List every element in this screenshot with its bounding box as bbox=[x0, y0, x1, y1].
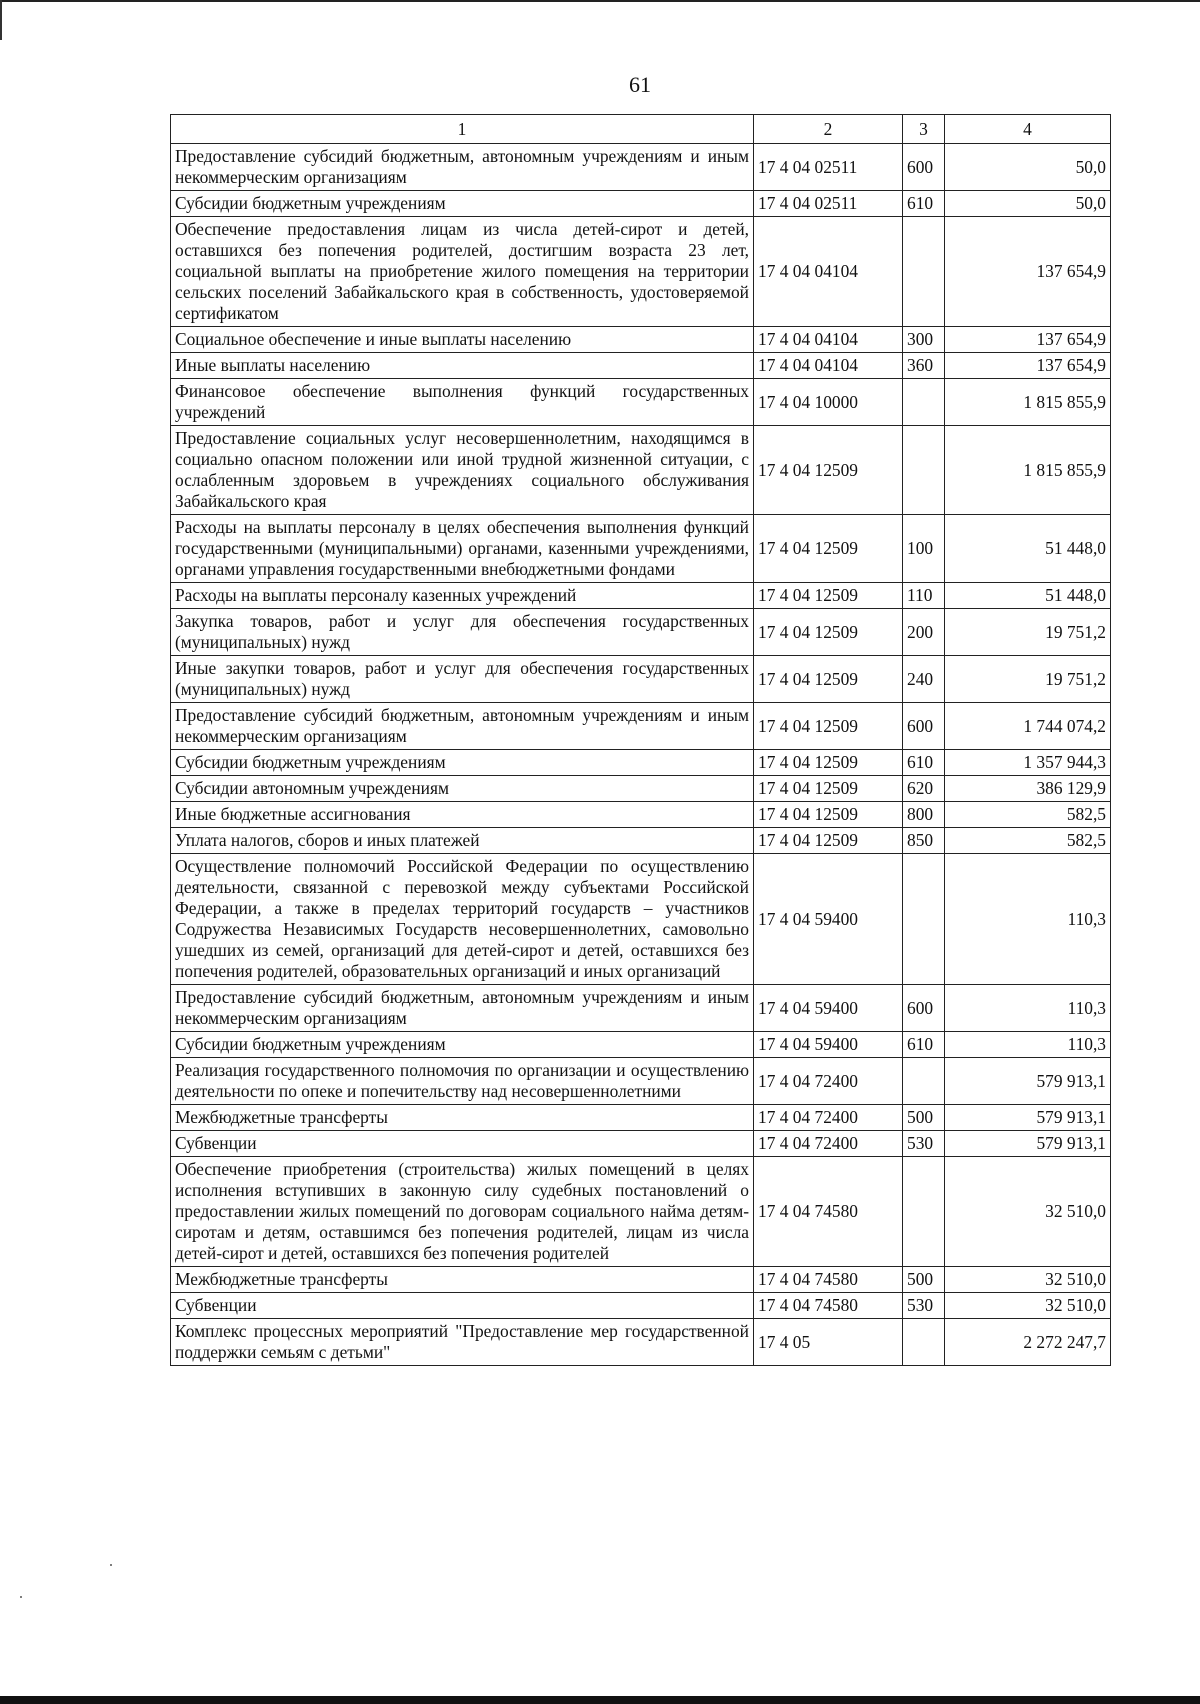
table-row bbox=[171, 828, 1111, 854]
row-amount-cell: 137 654,9 bbox=[945, 353, 1111, 379]
row-amount-cell: 137 654,9 bbox=[945, 217, 1111, 327]
row-amount-cell: 32 510,0 bbox=[945, 1157, 1111, 1267]
row-name-cell: Предоставление субсидий бюджетным, автономным учреждениям и иным некоммерческим организациям bbox=[171, 144, 754, 191]
row-name-cell: Иные закупки товаров, работ и услуг для обеспечения государственных (муниципальных) нужд bbox=[171, 656, 754, 703]
row-type-cell bbox=[903, 217, 945, 327]
table-row bbox=[171, 802, 1111, 828]
row-name-cell: Осуществление полномочий Российской Федерации по осуществлению деятельности, связанной с перевозкой между субъектами Российской Федерации, а также в пределах территорий государств – участников Содружества Независимых Государств несовершеннолетних, самовольно ушедших из семей, организаций для детей-сирот и детей, оставшихся без попечения родителей, образовательных организаций и иных организаций bbox=[171, 854, 754, 985]
table-row bbox=[171, 1319, 1111, 1366]
row-type-cell: 610 bbox=[903, 750, 945, 776]
row-amount-cell: 1 815 855,9 bbox=[945, 379, 1111, 426]
row-code-cell: 17 4 04 72400 bbox=[754, 1131, 903, 1157]
row-name-cell: Иные выплаты населению bbox=[171, 353, 754, 379]
table-row bbox=[171, 703, 1111, 750]
row-code-cell: 17 4 04 04104 bbox=[754, 353, 903, 379]
row-amount-cell: 50,0 bbox=[945, 144, 1111, 191]
row-code-cell: 17 4 04 12509 bbox=[754, 703, 903, 750]
header-col-2: 2 bbox=[754, 115, 903, 144]
row-code-cell: 17 4 04 12509 bbox=[754, 583, 903, 609]
row-name-cell: Межбюджетные трансферты bbox=[171, 1105, 754, 1131]
row-name-cell: Уплата налогов, сборов и иных платежей bbox=[171, 828, 754, 854]
table-row bbox=[171, 1058, 1111, 1105]
row-name-cell: Предоставление субсидий бюджетным, автономным учреждениям и иным некоммерческим организациям bbox=[171, 985, 754, 1032]
table-row bbox=[171, 217, 1111, 327]
table-row bbox=[171, 1032, 1111, 1058]
row-code-cell: 17 4 04 12509 bbox=[754, 802, 903, 828]
row-type-cell bbox=[903, 426, 945, 515]
table-row bbox=[171, 1157, 1111, 1267]
row-amount-cell: 110,3 bbox=[945, 854, 1111, 985]
row-code-cell: 17 4 04 59400 bbox=[754, 854, 903, 985]
row-name-cell: Закупка товаров, работ и услуг для обеспечения государственных (муниципальных) нужд bbox=[171, 609, 754, 656]
table-row bbox=[171, 1267, 1111, 1293]
row-code-cell: 17 4 04 10000 bbox=[754, 379, 903, 426]
row-amount-cell: 110,3 bbox=[945, 985, 1111, 1032]
row-name-cell: Межбюджетные трансферты bbox=[171, 1267, 754, 1293]
row-type-cell bbox=[903, 1319, 945, 1366]
row-type-cell: 850 bbox=[903, 828, 945, 854]
row-name-cell: Субвенции bbox=[171, 1131, 754, 1157]
row-type-cell bbox=[903, 1157, 945, 1267]
row-type-cell: 500 bbox=[903, 1105, 945, 1131]
row-name-cell: Субсидии автономным учреждениям bbox=[171, 776, 754, 802]
table-row bbox=[171, 656, 1111, 703]
table-row bbox=[171, 144, 1111, 191]
header-col-3: 3 bbox=[903, 115, 945, 144]
row-amount-cell: 19 751,2 bbox=[945, 656, 1111, 703]
row-amount-cell: 1 815 855,9 bbox=[945, 426, 1111, 515]
row-type-cell: 600 bbox=[903, 144, 945, 191]
row-amount-cell: 19 751,2 bbox=[945, 609, 1111, 656]
row-name-cell: Расходы на выплаты персоналу казенных учреждений bbox=[171, 583, 754, 609]
row-code-cell: 17 4 04 12509 bbox=[754, 656, 903, 703]
row-type-cell: 100 bbox=[903, 515, 945, 583]
row-type-cell: 110 bbox=[903, 583, 945, 609]
row-type-cell: 200 bbox=[903, 609, 945, 656]
row-code-cell: 17 4 04 12509 bbox=[754, 515, 903, 583]
row-amount-cell: 51 448,0 bbox=[945, 515, 1111, 583]
row-code-cell: 17 4 04 04104 bbox=[754, 217, 903, 327]
table-row bbox=[171, 515, 1111, 583]
row-name-cell: Иные бюджетные ассигнования bbox=[171, 802, 754, 828]
row-code-cell: 17 4 04 72400 bbox=[754, 1058, 903, 1105]
row-amount-cell: 110,3 bbox=[945, 1032, 1111, 1058]
row-amount-cell: 137 654,9 bbox=[945, 327, 1111, 353]
table-row bbox=[171, 583, 1111, 609]
row-name-cell: Реализация государственного полномочия по организации и осуществлению деятельности по опеке и попечительству над несовершеннолетними bbox=[171, 1058, 754, 1105]
table-row bbox=[171, 609, 1111, 656]
table-row bbox=[171, 426, 1111, 515]
row-code-cell: 17 4 04 59400 bbox=[754, 1032, 903, 1058]
row-type-cell: 610 bbox=[903, 191, 945, 217]
row-type-cell bbox=[903, 854, 945, 985]
budget-table bbox=[170, 114, 1111, 1366]
row-code-cell: 17 4 04 74580 bbox=[754, 1267, 903, 1293]
row-amount-cell: 1 357 944,3 bbox=[945, 750, 1111, 776]
table-body bbox=[171, 144, 1111, 1366]
row-name-cell: Предоставление субсидий бюджетным, автономным учреждениям и иным некоммерческим организациям bbox=[171, 703, 754, 750]
row-name-cell: Субсидии бюджетным учреждениям bbox=[171, 1032, 754, 1058]
row-name-cell: Субвенции bbox=[171, 1293, 754, 1319]
row-type-cell bbox=[903, 379, 945, 426]
row-type-cell: 610 bbox=[903, 1032, 945, 1058]
row-code-cell: 17 4 04 02511 bbox=[754, 144, 903, 191]
row-amount-cell: 579 913,1 bbox=[945, 1131, 1111, 1157]
row-type-cell bbox=[903, 1058, 945, 1105]
row-code-cell: 17 4 04 59400 bbox=[754, 985, 903, 1032]
row-name-cell: Обеспечение предоставления лицам из числа детей-сирот и детей, оставшихся без попечения родителей, достигшим возраста 23 лет, социальной выплаты на приобретение жилого помещения на территории сельских поселений Забайкальского края в собственность, удостоверяемой сертификатом bbox=[171, 217, 754, 327]
table-row bbox=[171, 776, 1111, 802]
row-amount-cell: 579 913,1 bbox=[945, 1105, 1111, 1131]
row-code-cell: 17 4 04 04104 bbox=[754, 327, 903, 353]
row-type-cell: 600 bbox=[903, 985, 945, 1032]
page-number: 61 bbox=[629, 72, 651, 97]
table-row bbox=[171, 1105, 1111, 1131]
row-type-cell: 620 bbox=[903, 776, 945, 802]
row-type-cell: 300 bbox=[903, 327, 945, 353]
row-name-cell: Субсидии бюджетным учреждениям bbox=[171, 750, 754, 776]
row-code-cell: 17 4 04 12509 bbox=[754, 609, 903, 656]
row-amount-cell: 579 913,1 bbox=[945, 1058, 1111, 1105]
row-type-cell: 530 bbox=[903, 1293, 945, 1319]
row-code-cell: 17 4 04 12509 bbox=[754, 426, 903, 515]
scan-border-top bbox=[0, 0, 1200, 2]
row-amount-cell: 51 448,0 bbox=[945, 583, 1111, 609]
table-row bbox=[171, 191, 1111, 217]
scan-border-bottom bbox=[0, 1696, 1200, 1704]
row-code-cell: 17 4 04 72400 bbox=[754, 1105, 903, 1131]
row-code-cell: 17 4 04 12509 bbox=[754, 750, 903, 776]
row-code-cell: 17 4 05 bbox=[754, 1319, 903, 1366]
row-code-cell: 17 4 04 12509 bbox=[754, 776, 903, 802]
row-code-cell: 17 4 04 12509 bbox=[754, 828, 903, 854]
row-type-cell: 500 bbox=[903, 1267, 945, 1293]
table-row bbox=[171, 327, 1111, 353]
scan-speck bbox=[110, 1564, 112, 1566]
row-amount-cell: 50,0 bbox=[945, 191, 1111, 217]
row-type-cell: 360 bbox=[903, 353, 945, 379]
header-row bbox=[171, 115, 1111, 144]
table-row bbox=[171, 379, 1111, 426]
table-row bbox=[171, 854, 1111, 985]
table-row bbox=[171, 1131, 1111, 1157]
row-type-cell: 530 bbox=[903, 1131, 945, 1157]
header-col-4: 4 bbox=[945, 115, 1111, 144]
table-header bbox=[171, 115, 1111, 144]
row-amount-cell: 32 510,0 bbox=[945, 1267, 1111, 1293]
row-name-cell: Субсидии бюджетным учреждениям bbox=[171, 191, 754, 217]
header-col-1: 1 bbox=[171, 115, 754, 144]
row-amount-cell: 582,5 bbox=[945, 802, 1111, 828]
table-row bbox=[171, 750, 1111, 776]
row-name-cell: Предоставление социальных услуг несовершеннолетним, находящимся в социально опасном положении или иной трудной жизненной ситуации, с ослабленным здоровьем в учреждениях социального обслуживания Забайкальского края bbox=[171, 426, 754, 515]
row-code-cell: 17 4 04 74580 bbox=[754, 1157, 903, 1267]
row-amount-cell: 32 510,0 bbox=[945, 1293, 1111, 1319]
row-type-cell: 240 bbox=[903, 656, 945, 703]
row-amount-cell: 386 129,9 bbox=[945, 776, 1111, 802]
table-row bbox=[171, 353, 1111, 379]
table-row bbox=[171, 985, 1111, 1032]
row-type-cell: 600 bbox=[903, 703, 945, 750]
row-name-cell: Социальное обеспечение и иные выплаты населению bbox=[171, 327, 754, 353]
row-name-cell: Финансовое обеспечение выполнения функций государственных учреждений bbox=[171, 379, 754, 426]
row-name-cell: Обеспечение приобретения (строительства) жилых помещений в целях исполнения вступивших в законную силу судебных постановлений о предоставлении жилых помещений по договорам социального найма детям-сиротам и детям, оставшимся без попечения родителей, лицам из числа детей-сирот и детей, оставшихся без попечения родителей bbox=[171, 1157, 754, 1267]
row-amount-cell: 582,5 bbox=[945, 828, 1111, 854]
row-amount-cell: 2 272 247,7 bbox=[945, 1319, 1111, 1366]
row-name-cell: Расходы на выплаты персоналу в целях обеспечения выполнения функций государственными (муниципальными) органами, казенными учреждениями, органами управления государственными внебюджетными фондами bbox=[171, 515, 754, 583]
row-code-cell: 17 4 04 74580 bbox=[754, 1293, 903, 1319]
row-type-cell: 800 bbox=[903, 802, 945, 828]
row-name-cell: Комплекс процессных мероприятий "Предоставление мер государственной поддержки семьям с детьми" bbox=[171, 1319, 754, 1366]
table-row bbox=[171, 1293, 1111, 1319]
row-amount-cell: 1 744 074,2 bbox=[945, 703, 1111, 750]
scan-speck bbox=[20, 1596, 22, 1598]
row-code-cell: 17 4 04 02511 bbox=[754, 191, 903, 217]
scan-border-left bbox=[0, 0, 2, 40]
